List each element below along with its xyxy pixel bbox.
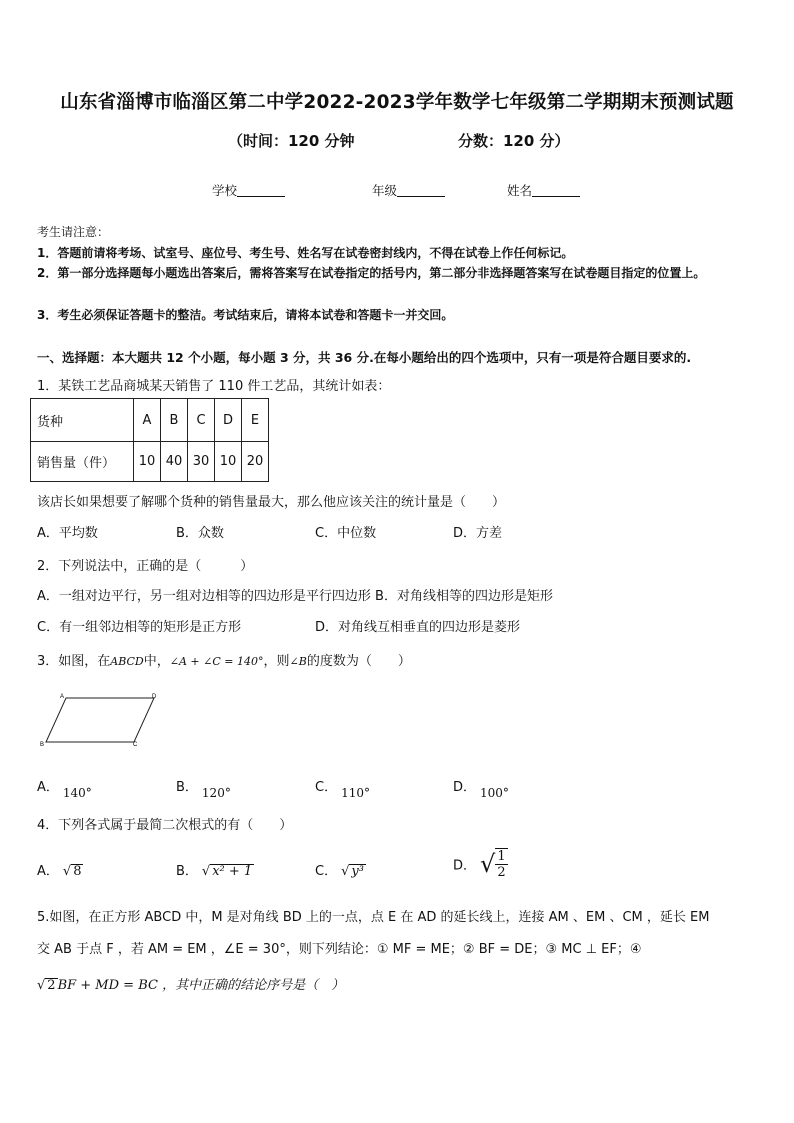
table-cell: 30 xyxy=(188,442,215,482)
q1-option-a[interactable]: A．平均数 xyxy=(37,526,98,541)
score-label: 分数：120 分） xyxy=(458,132,570,150)
q1-question: 该店长如果想要了解哪个货种的销售量最大，那么他应该关注的统计量是（ ） xyxy=(37,495,506,510)
q1-sales-table xyxy=(30,398,269,482)
table-row-label: 销售量（件） xyxy=(31,442,134,482)
q3-angle-b: ∠B xyxy=(289,655,307,668)
q2-stem: 2．下列说法中，正确的是（ ） xyxy=(37,559,254,574)
q4-option-c[interactable] xyxy=(315,860,366,879)
sqrt-sign-icon: √ xyxy=(62,864,72,879)
q1-option-c[interactable]: C．中位数 xyxy=(315,526,377,541)
table-header-cell: B xyxy=(161,399,188,442)
denominator: 2 xyxy=(497,865,506,880)
radicand: x² + 1 xyxy=(212,864,253,879)
option-letter: D． xyxy=(453,858,477,874)
sqrt-sign-icon: √ xyxy=(480,850,496,878)
name-field[interactable] xyxy=(507,181,580,199)
time-label: （时间：120 分钟 xyxy=(228,132,355,150)
name-label: 姓名 xyxy=(507,183,533,198)
q4-option-a[interactable] xyxy=(37,860,83,879)
table-header-cell: A xyxy=(134,399,161,442)
q4-option-d[interactable] xyxy=(453,848,508,880)
q3-stem-part: ，则 xyxy=(263,654,290,669)
parallelogram-shape xyxy=(46,698,154,742)
notice-item-1: 1．答题前请将考场、试室号、座位号、考生号、姓名写在试卷密封线内，不得在试卷上作任何标记。 xyxy=(37,246,574,260)
table-cell: 20 xyxy=(242,442,269,482)
q3-parallelogram-figure xyxy=(34,690,164,750)
school-blank[interactable] xyxy=(237,184,285,197)
table-header-cell: E xyxy=(242,399,269,442)
radicand: y³ xyxy=(351,864,364,879)
option-letter: B． xyxy=(176,780,198,795)
vertex-label-d: D xyxy=(152,694,157,700)
notice-heading: 考生请注意： xyxy=(37,225,110,239)
option-letter: C． xyxy=(315,864,338,879)
q3-stem-part: 中， xyxy=(143,654,170,669)
vertex-label-b: B xyxy=(40,742,45,748)
option-letter: A． xyxy=(37,864,59,879)
q5-line-1: 5.如图，在正方形 ABCD 中，M 是对角线 BD 上的一点，点 E 在 AD 的延长线上，连接 AM 、EM 、CM ，延长 EM xyxy=(37,910,710,925)
q3-option-a[interactable] xyxy=(37,776,92,800)
table-cell: 40 xyxy=(161,442,188,482)
name-blank[interactable] xyxy=(532,184,580,197)
q5-line-3-text: BF + MD = BC ，其中正确的结论序号是（ ） xyxy=(57,978,345,993)
q1-option-b[interactable]: B．众数 xyxy=(176,526,224,541)
q3-option-d[interactable] xyxy=(453,776,509,800)
section-1-heading: 一、选择题：本大题共 12 个小题，每小题 3 分，共 36 分.在每小题给出的四个选项中，只有一项是符合题目要求的. xyxy=(37,350,692,365)
table-header-cell: D xyxy=(215,399,242,442)
school-label: 学校 xyxy=(212,183,238,198)
q2-option-ab[interactable]: A．一组对边平行，另一组对边相等的四边形是平行四边形 B．对角线相等的四边形是矩形 xyxy=(37,589,553,604)
option-letter: B． xyxy=(176,864,198,879)
q4-stem: 4．下列各式属于最简二次根式的有（ ） xyxy=(37,818,293,833)
notice-item-3: 3．考生必须保证答题卡的整洁。考试结束后，请将本试卷和答题卡一并交回。 xyxy=(37,308,454,322)
q3-condition: ∠A + ∠C = 140° xyxy=(169,655,264,668)
grade-blank[interactable] xyxy=(397,184,445,197)
exam-title: 山东省淄博市临淄区第二中学2022-2023学年数学七年级第二学期期末预测试题 xyxy=(60,92,734,113)
option-value: 100° xyxy=(480,786,509,800)
fraction xyxy=(495,848,507,880)
q3-option-c[interactable] xyxy=(315,776,370,800)
school-field[interactable] xyxy=(212,181,285,199)
table-row-label: 货种 xyxy=(31,399,134,442)
radicand: 8 xyxy=(73,864,82,879)
q4-option-b[interactable] xyxy=(176,860,254,879)
q1-option-d[interactable]: D．方差 xyxy=(453,526,503,541)
q5-line-2: 交 AB 于点 F ，若 AM = EM ，∠E = 30°，则下列结论：① MF = ME；② BF = DE；③ MC ⊥ EF；④ xyxy=(37,942,642,957)
sqrt-sign-icon: √ xyxy=(201,864,211,879)
option-value: 110° xyxy=(341,786,370,800)
q1-stem: 1．某铁工艺品商城某天销售了 110 件工艺品，其统计如表： xyxy=(37,379,391,394)
option-letter: C． xyxy=(315,780,338,795)
q3-stem-part: 的度数为（ ） xyxy=(306,654,411,669)
q2-option-d[interactable]: D．对角线互相垂直的四边形是菱形 xyxy=(315,620,521,635)
table-header-cell: C xyxy=(188,399,215,442)
vertex-label-a: A xyxy=(60,694,65,700)
q3-option-b[interactable] xyxy=(176,776,231,800)
table-cell: 10 xyxy=(134,442,161,482)
grade-field[interactable] xyxy=(372,181,445,199)
q2-option-c[interactable]: C．有一组邻边相等的矩形是正方形 xyxy=(37,620,242,635)
q3-stem-part: 3．如图，在 xyxy=(37,654,111,669)
sqrt-sign-icon: √ xyxy=(37,978,46,993)
option-letter: A． xyxy=(37,780,59,795)
radicand: 2 xyxy=(47,978,56,993)
sqrt-sign-icon: √ xyxy=(341,864,350,879)
option-letter: D． xyxy=(453,780,477,795)
q3-stem xyxy=(37,650,411,669)
notice-item-2: 2．第一部分选择题每小题选出答案后，需将答案写在试卷指定的括号内，第二部分非选择题答案写在试卷题目指定的位置上。 xyxy=(37,266,706,280)
q5-line-3 xyxy=(37,974,344,993)
grade-label: 年级 xyxy=(372,183,398,198)
numerator: 1 xyxy=(497,849,506,864)
table-cell: 10 xyxy=(215,442,242,482)
q3-parallelogram-name: ABCD xyxy=(110,655,144,668)
option-value: 140° xyxy=(62,786,92,800)
option-value: 120° xyxy=(201,786,231,800)
vertex-label-c: C xyxy=(133,742,138,748)
